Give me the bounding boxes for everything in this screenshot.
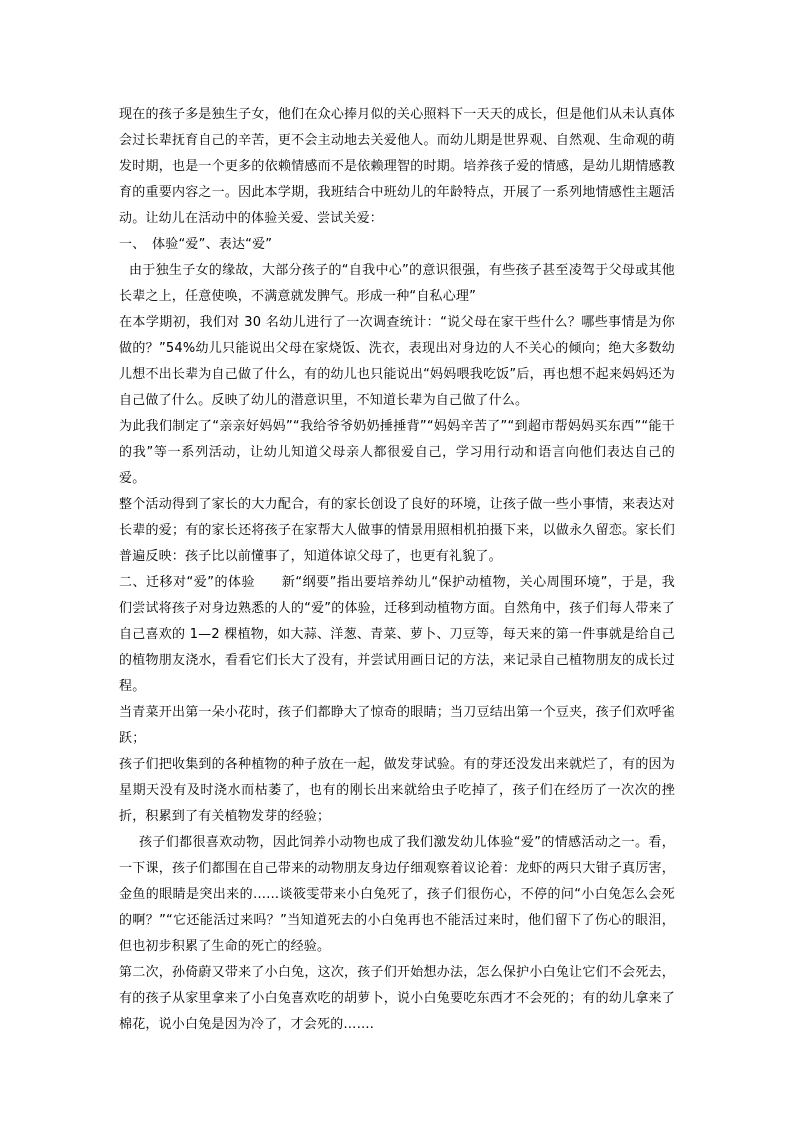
paragraph-self-centered: 由于独生子女的缘故，大部分孩子的“自我中心”的意识很强，有些孩子甚至凌驾于父母或其他长辈之上，任意使唤，不满意就发脾气。形成一种“自私心理” (119, 263, 675, 304)
heading-section-one: 一、 体验“爱”、表达“爱” (119, 237, 273, 252)
paragraph-seeds: 孩子们把收集到的各种植物的种子放在一起，做发芽试验。有的芽还没发出来就烂了，有的因为星期天没有及时浇水而枯萎了，也有的刚长出来就给虫子吃掉了，孩子们在经历了一次次的挫折，积累到了有关植物发芽的经验； (119, 757, 675, 824)
paragraph-activities: 为此我们制定了“亲亲好妈妈”“我给爷爷奶奶捶捶背”“妈妈辛苦了”“到超市帮妈妈买东西”“能干的我”等一系列活动，让幼儿知道父母亲人都很爱自己，学习用行动和语言向他们表达自己的爱。 (119, 419, 675, 486)
paragraph-flowers: 当青菜开出第一朵小花时，孩子们都睁大了惊奇的眼睛；当刀豆结出第一个豆夹，孩子们欢呼雀跃； (119, 705, 675, 746)
paragraph-parent-feedback: 整个活动得到了家长的大力配合，有的家长创设了良好的环境，让孩子做一些小事情，来表达对长辈的爱；有的家长还将孩子在家帮大人做事的情景用照相机拍摄下来，以做永久留恋。家长们普遍反映：孩子比以前懂事了，知道体谅父母了，也更有礼貌了。 (119, 497, 675, 564)
paragraph-intro: 现在的孩子多是独生子女，他们在众心捧月似的关心照料下一天天的成长，但是他们从未认真体会过长辈抚育自己的辛苦，更不会主动地去关爱他人。而幼儿期是世界观、自然观、生命观的萌发时期，也是一个更多的依赖情感而不是依赖理智的时期。培养孩子爱的情感，是幼儿期情感教育的重要内容之一。因此本学期，我班结合中班幼儿的年龄特点，开展了一系列地情感性主题活动。让幼儿在活动中的体验关爱、尝试关爱： (119, 107, 675, 226)
paragraph-survey: 在本学期初，我们对 30 名幼儿进行了一次调查统计：“说父母在家干些什么？哪些事情是为你做的？”54%幼儿只能说出父母在家烧饭、洗衣，表现出对身边的人不关心的倾向；绝大多数幼儿想不出长辈为自己做了什么，有的幼儿也只能说出“妈妈喂我吃饭”后，再也想不起来妈妈还为自己做了什么。反映了幼儿的潜意识里，不知道长辈为自己做了什么。 (119, 315, 675, 408)
document-body (119, 102, 675, 1038)
paragraph-animals: 孩子们都很喜欢动物，因此饲养小动物也成了我们激发幼儿体验“爱”的情感活动之一。看，一下课，孩子们都围在自己带来的动物朋友身边仔细观察着议论着：龙虾的两只大钳子真厉害，金鱼的眼睛是突出来的……谈筱雯带来小白兔死了，孩子们很伤心，不停的问“小白兔怎么会死的啊？”“它还能活过来吗？”当知道死去的小白兔再也不能活过来时，他们留下了伤心的眼泪，但也初步积累了生命的死亡的经验。 (119, 835, 675, 954)
paragraph-section-two: 二、迁移对“爱”的体验 新“纲要”指出要培养幼儿“保护动植物，关心周围环境”，于是，我们尝试将孩子对身边熟悉的人的“爱”的体验，迁移到动植物方面。自然角中，孩子们每人带来了自己喜欢的 1—2 棵植物，如大蒜、洋葱、青菜、萝卜、刀豆等，每天来的第一件事就是给自己的植物朋友浇水，看看它们长大了没有，并尝试用画日记的方法，来记录自己植物朋友的成长过程。 (119, 575, 675, 694)
paragraph-rabbit: 第二次，孙倚蔚又带来了小白兔，这次，孩子们开始想办法，怎么保护小白兔让它们不会死去，有的孩子从家里拿来了小白兔喜欢吃的胡萝卜，说小白兔要吃东西才不会死的；有的幼儿拿来了棉花，说小白兔是因为冷了，才会死的……. (119, 965, 675, 1032)
